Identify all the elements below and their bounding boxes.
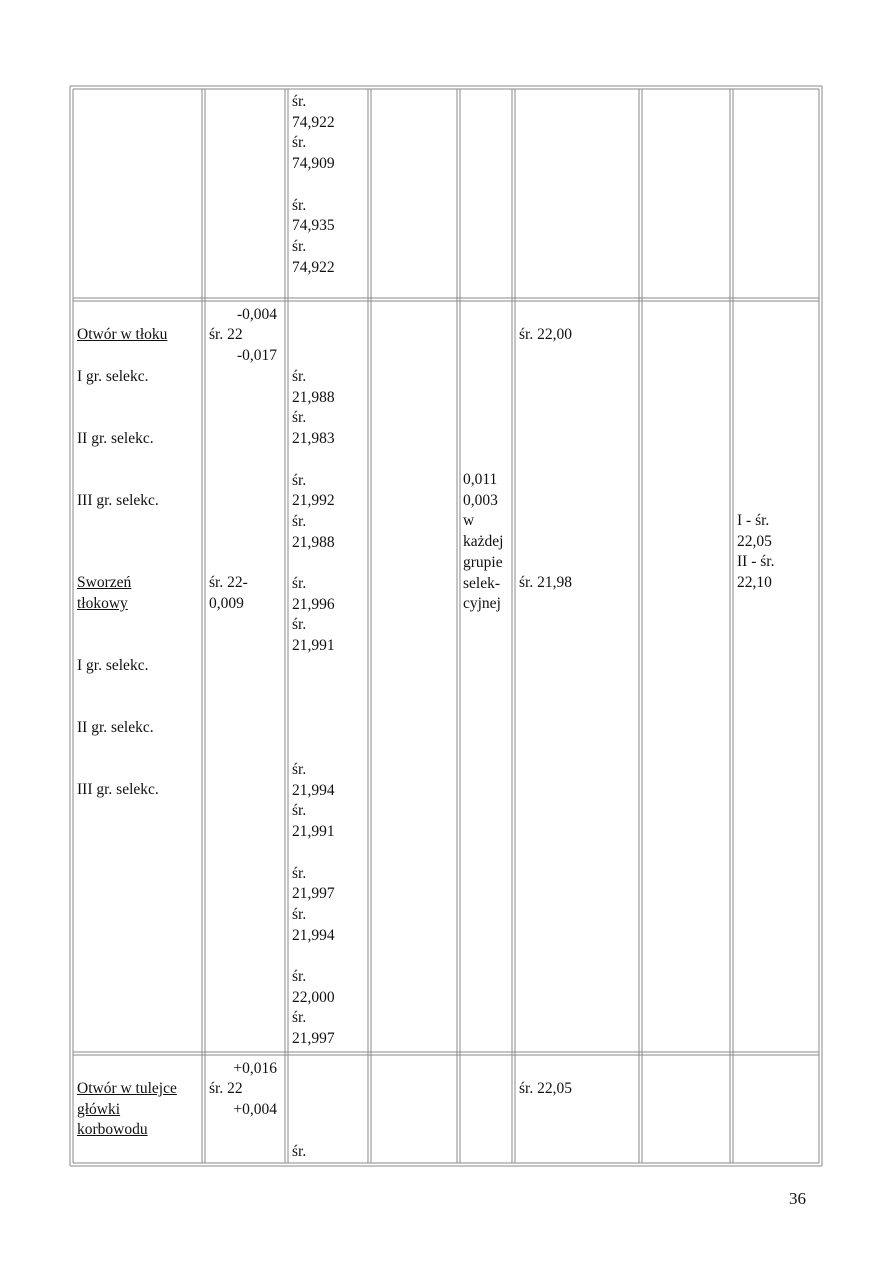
row1-diameter-values: śr. 74,922 śr. 74,909 śr. 74,935 śr. 74,922 xyxy=(292,93,335,276)
selection-group-label: I gr. selekc. xyxy=(77,368,149,385)
nominal-size: śr. 22,00 xyxy=(519,326,572,343)
page-number: 36 xyxy=(789,1189,806,1208)
tolerance-upper: +0,016 xyxy=(233,1060,277,1077)
selection-group-label: III gr. selekc. xyxy=(77,781,159,798)
repair-sizes: I - śr. 22,05 II - śr. 22,10 xyxy=(737,512,775,592)
tolerance-lower: +0,004 xyxy=(233,1101,277,1118)
clearance-note: 0,011 0,003 w każdej grupie selek- cyjnej xyxy=(463,471,504,613)
piston-bore-label: Otwór w tłoku xyxy=(77,326,168,343)
diameter-values-block: śr. 21,994 śr. 21,991 śr. 21,997 śr. 21,994 śr. 22,000 śr. 21,997 xyxy=(292,761,335,1048)
diameter-value: śr. xyxy=(292,1143,307,1160)
nominal-size: śr. 22,05 xyxy=(519,1080,572,1097)
selection-group-label: III gr. selekc. xyxy=(77,492,159,509)
piston-pin-label: Sworzeń tłokowy xyxy=(77,574,132,612)
nominal-size: śr. 21,98 xyxy=(519,574,572,591)
table-vertical-rules xyxy=(70,86,822,1166)
nominal-diameter: śr. 22 xyxy=(209,326,243,343)
diameter-values-block: śr. 21,988 śr. 21,983 śr. 21,992 śr. 21,988 śr. 21,996 śr. 21,991 xyxy=(292,368,335,655)
tolerance-lower: -0,017 xyxy=(236,347,277,364)
bushing-bore-label: Otwór w tulejce główki korbowodu xyxy=(77,1080,177,1139)
selection-group-label: I gr. selekc. xyxy=(77,657,149,674)
tolerance-upper: -0,004 xyxy=(236,306,277,323)
table-horizontal-rules xyxy=(70,86,822,1166)
selection-group-label: II gr. selekc. xyxy=(77,719,154,736)
nominal-diameter: śr. 22 xyxy=(209,1080,243,1097)
pin-tolerance: śr. 22- 0,009 xyxy=(209,574,248,612)
selection-group-label: II gr. selekc. xyxy=(77,430,154,447)
